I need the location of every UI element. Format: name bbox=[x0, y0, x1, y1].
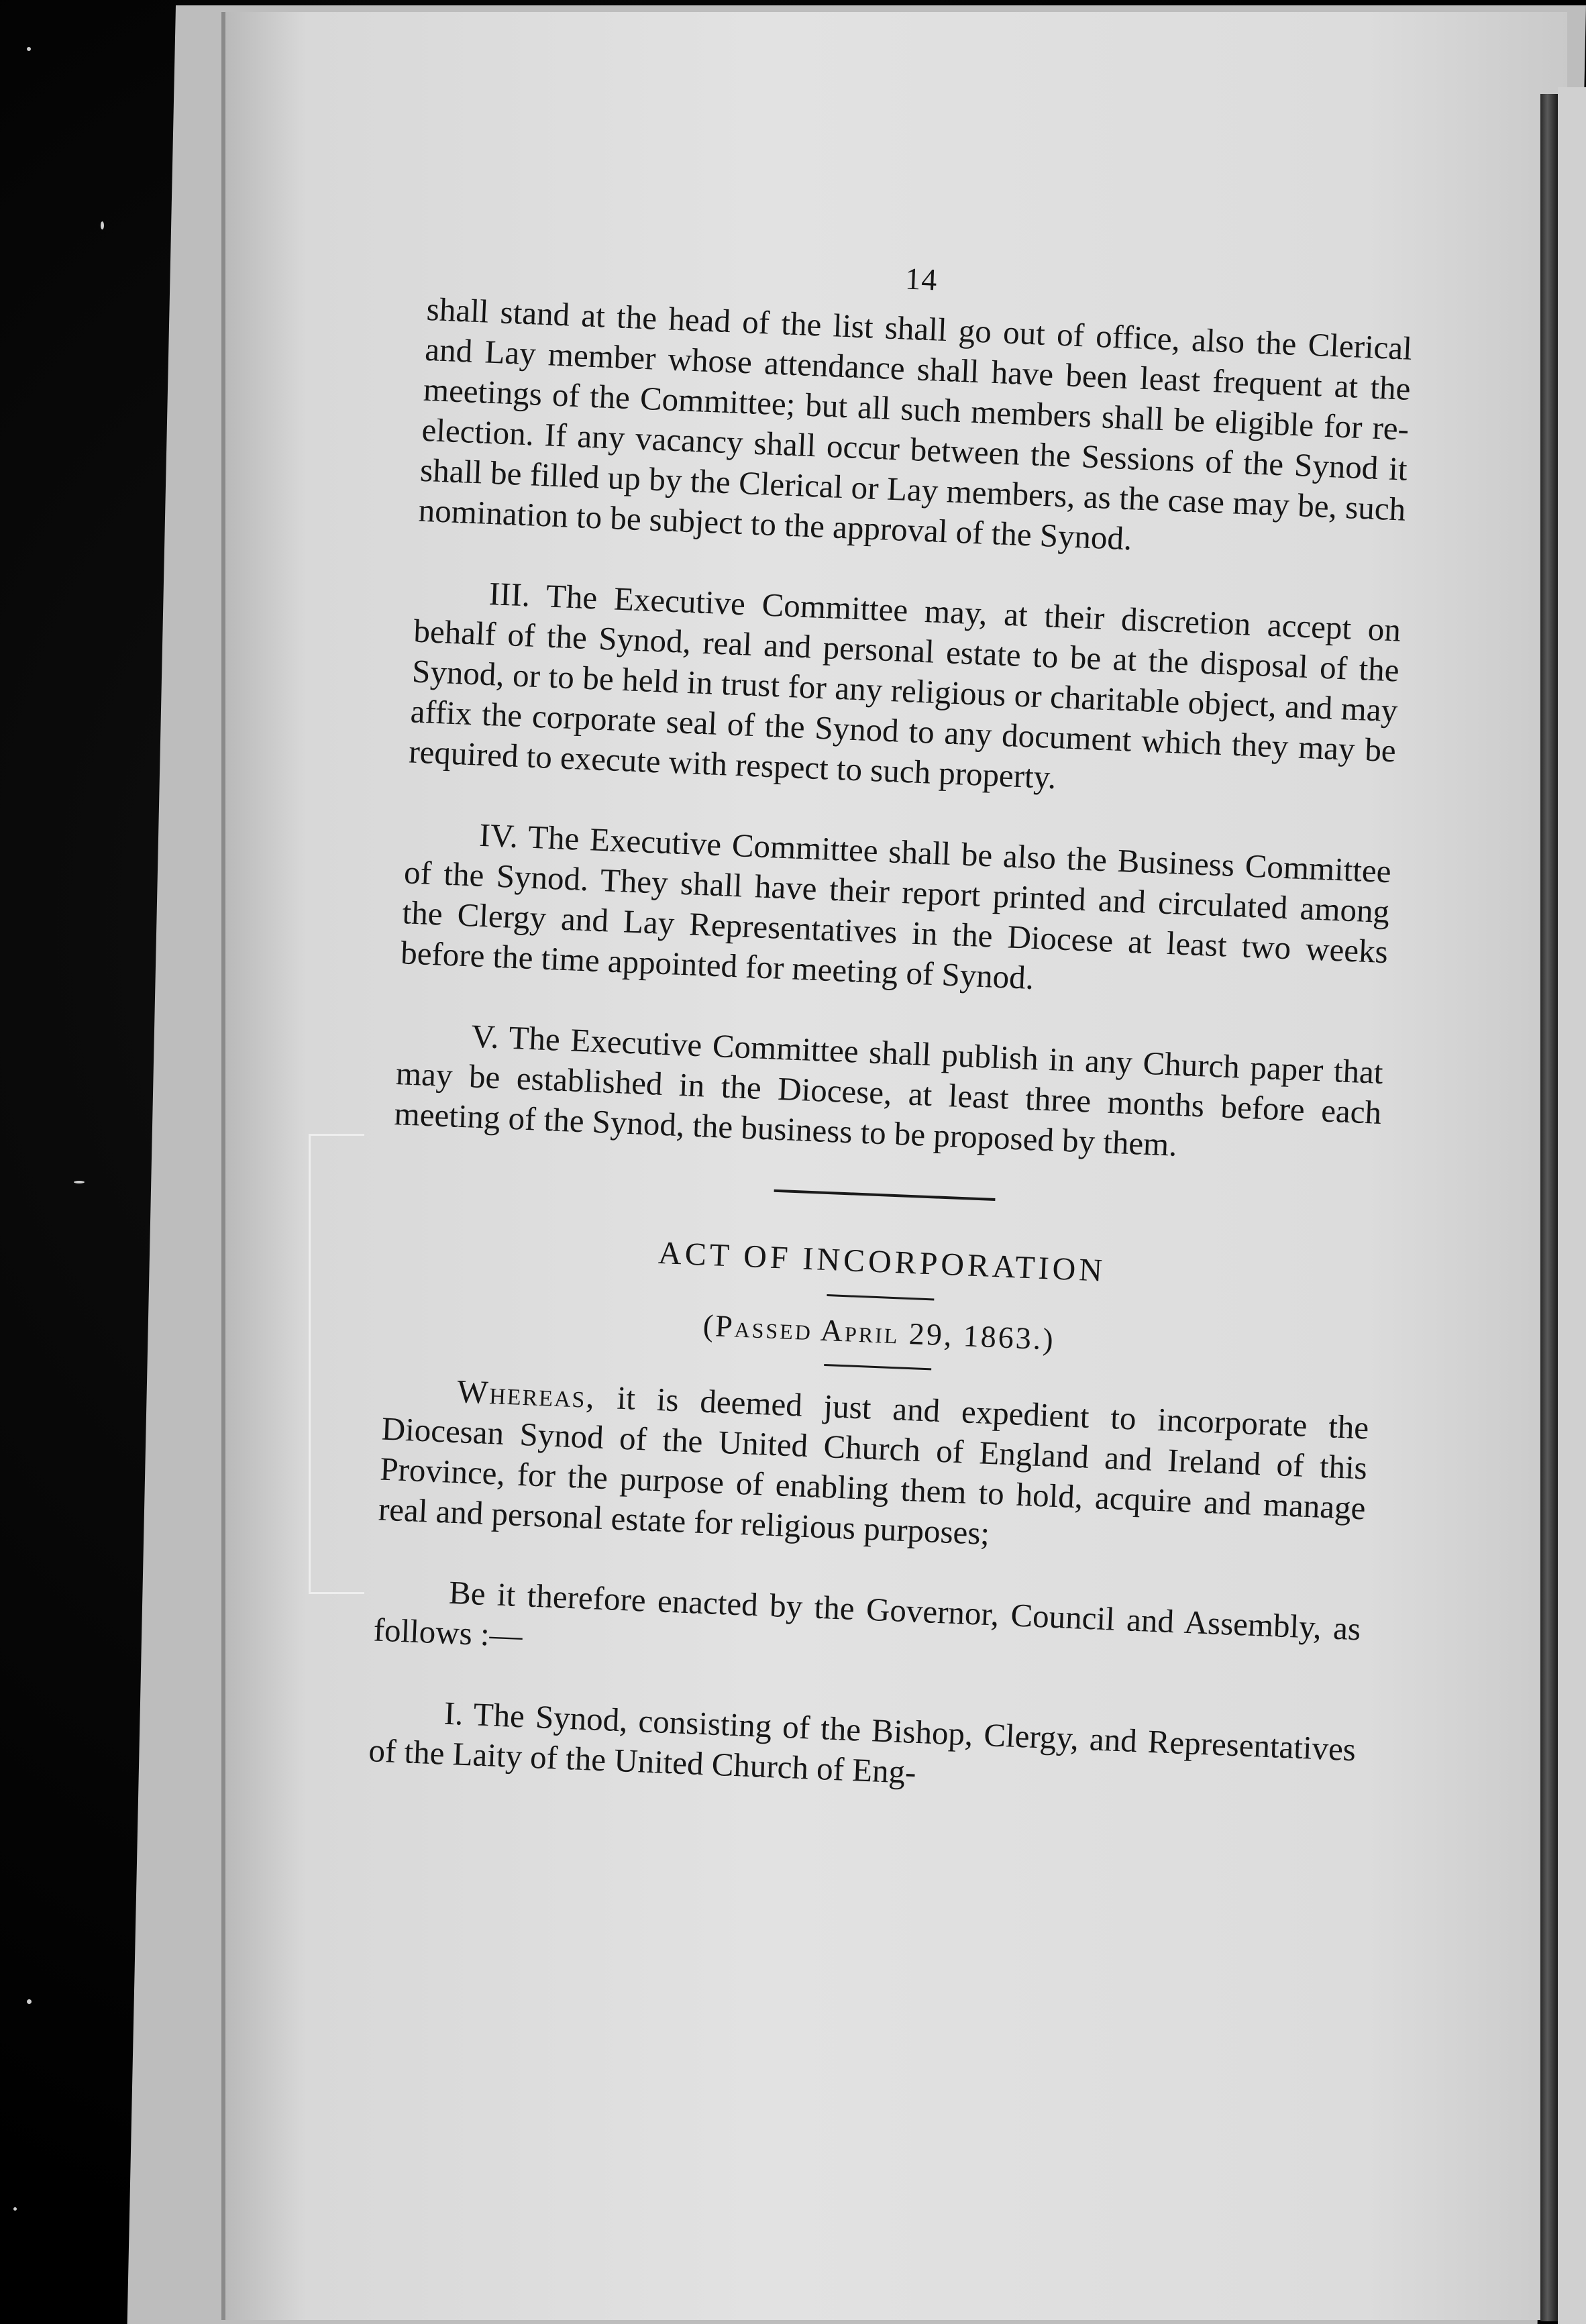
paragraph-section-iii: III. The Executive Committee may, at their discretion accept on behalf of the Synod, real and personal estate to be at the disposal of the Synod, or to be held in trust for any religious or charitable object, and may affix the corporate seal of the Synod to any document which they may be required to execute with respect to such property. bbox=[408, 575, 1402, 796]
section-divider bbox=[774, 1190, 996, 1201]
facing-page-edge bbox=[1558, 87, 1586, 2324]
page-number: 14 bbox=[904, 261, 939, 297]
date-divider bbox=[824, 1364, 931, 1370]
whereas-lead: Whereas, bbox=[456, 1373, 596, 1416]
dust-speck bbox=[74, 1181, 85, 1183]
paragraph-section-iv: IV. The Executive Committee shall be also the Business Committee of the Synod. They shall have their report printed and circulated among the Clergy and Lay Representatives in the Diocese at least two weeks before the time appointed for meeting of Synod. bbox=[400, 816, 1392, 997]
paragraph-whereas bbox=[378, 1369, 1369, 1569]
dust-speck bbox=[101, 221, 104, 229]
dust-speck bbox=[13, 2207, 17, 2211]
act-date: (Passed April 29, 1863.) bbox=[702, 1308, 1056, 1357]
paragraph-continuation: shall stand at the head of the list shall go out of office, also the Clerical and Lay member whose attendance shall have been least frequent at the meetings of the Committee; but all such members shall be eligible for re-election. If any vacancy shall occur between the Sessions of the Synod it shall be filled up by the Clerical or Lay members, as the case may be, such nomination to be subject to the approval of the Synod. bbox=[417, 290, 1413, 558]
margin-bracket-mark bbox=[309, 1134, 364, 1594]
dust-speck bbox=[27, 1999, 32, 2004]
paragraph-section-v: V. The Executive Committee shall publish in any Church paper that may be established in the Diocese, at least three months before each meeting of the Synod, the business to be proposed by them. bbox=[393, 1017, 1384, 1163]
dust-speck bbox=[27, 47, 31, 51]
act-title: ACT OF INCORPORATION bbox=[657, 1234, 1106, 1289]
printed-text-block bbox=[366, 242, 1415, 1850]
page-gutter bbox=[1540, 94, 1558, 2321]
paragraph-enacted: Be it therefore enacted by the Governor, Council and Assembly, as follows :— bbox=[372, 1573, 1362, 1654]
whereas-text: it is deemed just and expedient to incorporate the Diocesan Synod of the United Church of England and Ireland of this Province, for the purpose of enabling them to hold, acquire and manage real and personal estate for religious purposes; bbox=[378, 1379, 1370, 1552]
title-divider bbox=[827, 1294, 934, 1300]
paragraph-section-i: I. The Synod, consisting of the Bishop, Clergy, and Representatives of the Laity of the United Church of Eng- bbox=[368, 1694, 1357, 1791]
